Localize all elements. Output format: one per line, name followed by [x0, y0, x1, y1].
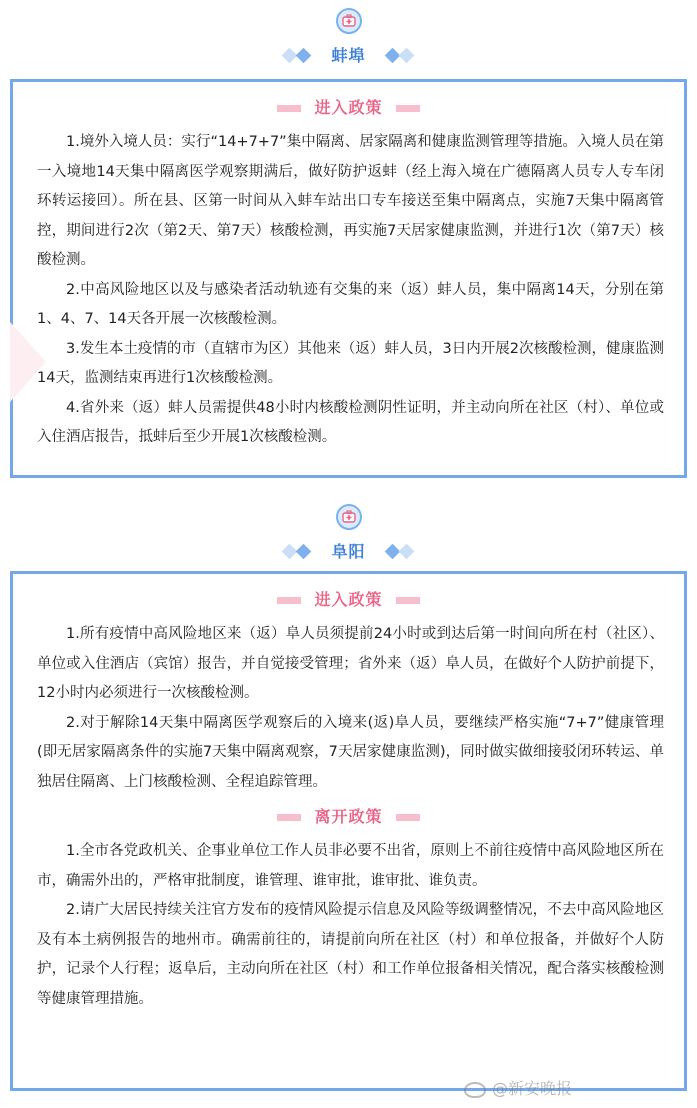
- city-name: 阜阳: [331, 542, 366, 561]
- policy-paragraph: 2.请广大居民持续关注官方发布的疫情风险提示信息及风险等级调整情况，不去中高风险地区及有本土病例报告的地州市。确需前往的，请提前向所在社区（村）和单位报备，并做好个人防护，记录个人行程；返阜后，主动向所在社区（村）和工作单位报备相关情况，配合落实核酸检测等健康管理措施。: [37, 902, 664, 1007]
- section-title-label: 离开政策: [314, 807, 383, 826]
- diamond-icon: [280, 48, 316, 64]
- watermark-text: @新安晚报: [492, 1079, 573, 1098]
- section-title: [13, 586, 684, 614]
- city-title: [0, 540, 697, 564]
- policy-paragraph: 2.对于解除14天集中隔离医学观察后的入境来(返)阜人员，要继续严格实施“7+7”健康管理(即无居家隔离条件的实施7天集中隔离观察，7天居家健康监测)，同时做实做细接驳闭环转运、单独居住隔离、上门核酸检测、全程追踪管理。: [37, 714, 664, 790]
- weibo-icon: [464, 1082, 486, 1098]
- section-title-label: 进入政策: [314, 98, 383, 117]
- city-title: [0, 44, 697, 68]
- policy-paragraph: 2.中高风险地区以及与感染者活动轨迹有交集的来（返）蚌人员，集中隔离14天，分别在第1、4、7、14天各开展一次核酸检测。: [37, 281, 664, 327]
- watermark: [464, 1076, 572, 1102]
- title-bar: [277, 105, 301, 112]
- diamond-icon: [280, 544, 316, 560]
- policy-paragraph: 1.所有疫情中高风险地区来（返）阜人员须提前24小时或到达后第一时间向所在村（社区）、单位或入住酒店（宾馆）报告，并自觉接受管理；省外来（返）阜人员，在做好个人防护前提下，12小时内必须进行一次核酸检测。: [37, 626, 664, 701]
- policy-panel-bengbu: [10, 79, 687, 478]
- section-title: [13, 803, 684, 831]
- policy-panel-fuyang: [10, 571, 687, 1091]
- title-bar: [396, 597, 420, 604]
- title-bar: [277, 597, 301, 604]
- title-bar: [277, 814, 301, 821]
- diamond-icon: [381, 48, 417, 64]
- policy-paragraph: 4.省外来（返）蚌人员需提供48小时内核酸检测阴性证明，并主动向所在社区（村）、单位或入住酒店报告，抵蚌后至少开展1次核酸检测。: [37, 399, 664, 445]
- title-bar: [396, 105, 420, 112]
- diamond-icon: [381, 544, 417, 560]
- title-bar: [396, 814, 420, 821]
- city-name: 蚌埠: [331, 46, 366, 65]
- policy-paragraph: 3.发生本土疫情的市（直辖市为区）其他来（返）蚌人员，3日内开展2次核酸检测，健康监测14天，监测结束再进行1次核酸检测。: [37, 340, 664, 386]
- city-header-fuyang: [0, 496, 697, 566]
- medical-kit-icon: [336, 8, 362, 34]
- policy-paragraph: 1.全市各党政机关、企事业单位工作人员非必要不出省，原则上不前往疫情中高风险地区所在市，确需外出的，严格审批制度，谁管理、谁审批，谁审批、谁负责。: [37, 843, 664, 889]
- city-header-bengbu: [0, 0, 697, 70]
- policy-paragraph: 1.境外入境人员：实行“14+7+7”集中隔离、居家隔离和健康监测管理等措施。入境人员在第一入境地14天集中隔离医学观察期满后，做好防护返蚌（经上海入境在广德隔离人员专人专车闭环转运接回）。所在县、区第一时间从入蚌车站出口专车接送至集中隔离点，实施7天集中隔离管控，期间进行2次（第2天、第7天）核酸检测，再实施7天居家健康监测，并进行1次（第7天）核酸检测。: [37, 134, 664, 268]
- medical-kit-icon: [336, 504, 362, 530]
- section-title-label: 进入政策: [314, 590, 383, 609]
- section-title: [13, 94, 684, 122]
